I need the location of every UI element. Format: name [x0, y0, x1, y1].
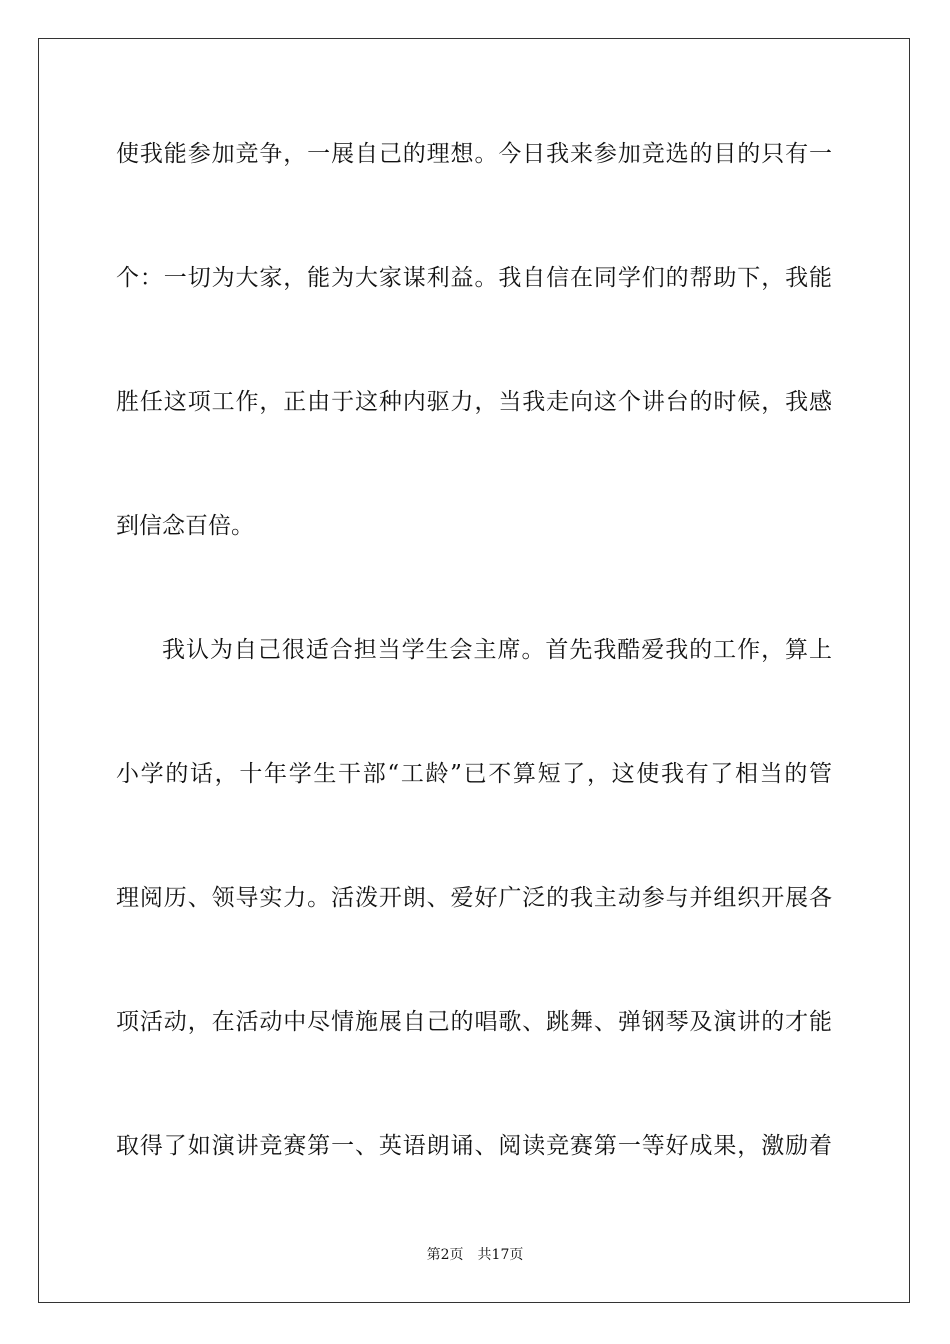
text-line-8: 项活动，在活动中尽情施展自己的唱歌、跳舞、弹钢琴及演讲的才能: [116, 1009, 832, 1035]
text-line-3: 胜任这项工作，正由于这种内驱力，当我走向这个讲台的时候，我感: [116, 389, 832, 415]
text-line-7: 理阅历、领导实力。活泼开朗、爱好广泛的我主动参与并组织开展各: [116, 885, 832, 911]
text-line-2: 个：一切为大家，能为大家谋利益。我自信在同学们的帮助下，我能: [116, 265, 832, 291]
text-line-9: 取得了如演讲竞赛第一、英语朗诵、阅读竞赛第一等好成果，激励着: [116, 1133, 832, 1159]
page-border: [38, 38, 910, 1303]
page-number: 第2页: [426, 1247, 464, 1263]
text-line-6: 小学的话，十年学生干部“工龄”已不算短了，这使我有了相当的管: [116, 761, 832, 787]
total-pages: 共17页: [477, 1247, 524, 1263]
text-line-5: 我认为自己很适合担当学生会主席。首先我酷爱我的工作，算上: [162, 637, 832, 663]
text-line-4: 到信念百倍。: [116, 513, 254, 539]
page-footer: [0, 1246, 950, 1264]
text-line-1: 使我能参加竞争，一展自己的理想。今日我来参加竞选的目的只有一: [116, 141, 832, 167]
